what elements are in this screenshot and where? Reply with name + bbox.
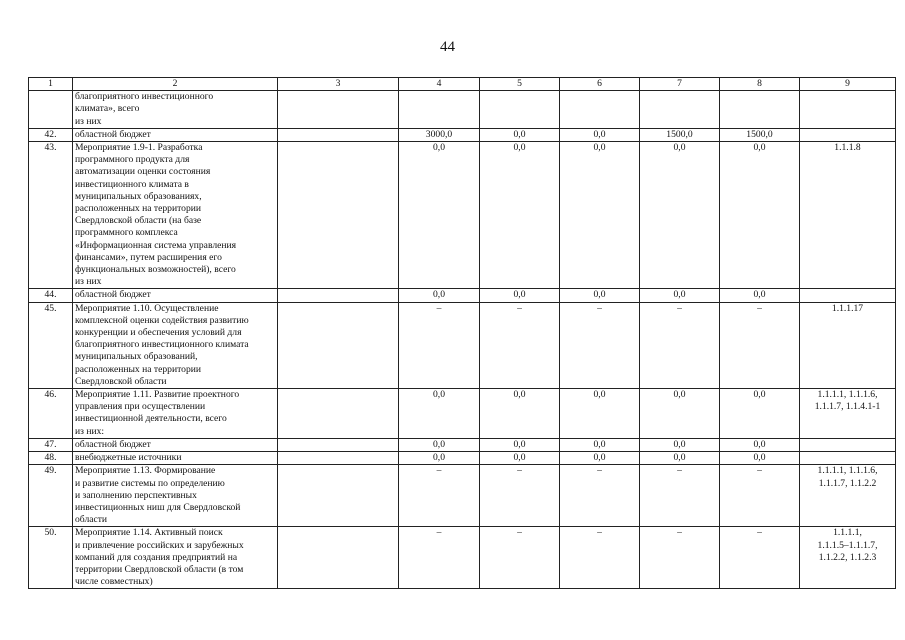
item-name-cell: внебюджетные источники (73, 452, 278, 465)
column-8-cell: 0,0 (720, 389, 800, 439)
item-name-cell: Мероприятие 1.14. Активный поиск и привлечение российских и зарубежных компаний для создания предприятий на территории Свердловской области (в том числе совместных) (73, 527, 278, 589)
column-7-cell: 1500,0 (640, 128, 720, 141)
column-3-cell (278, 452, 399, 465)
target-code-cell: 1.1.1.17 (800, 302, 896, 388)
column-7-cell: – (640, 302, 720, 388)
target-code-cell: 1.1.1.1, 1.1.1.6, 1.1.1.7, 1.1.2.2 (800, 465, 896, 527)
column-4-cell: 0,0 (399, 438, 480, 451)
column-6-cell: 0,0 (560, 142, 640, 289)
column-header: 9 (800, 78, 896, 91)
column-header: 4 (399, 78, 480, 91)
column-7-cell: 0,0 (640, 438, 720, 451)
column-8-cell: – (720, 527, 800, 589)
column-6-cell: 0,0 (560, 289, 640, 302)
column-5-cell: 0,0 (480, 142, 560, 289)
column-7-cell: – (640, 527, 720, 589)
column-header: 1 (29, 78, 73, 91)
column-7-cell: 0,0 (640, 142, 720, 289)
item-name-cell: областной бюджет (73, 438, 278, 451)
column-5-cell: – (480, 527, 560, 589)
column-5-cell (480, 91, 560, 129)
row-number-cell: 42. (29, 128, 73, 141)
column-5-cell: 0,0 (480, 128, 560, 141)
column-4-cell: 0,0 (399, 289, 480, 302)
column-4-cell: 0,0 (399, 452, 480, 465)
item-name-cell: Мероприятие 1.11. Развитие проектного управления при осуществлении инвестиционной деятельности, всего из них: (73, 389, 278, 439)
table-header-row (29, 78, 896, 91)
column-header: 2 (73, 78, 278, 91)
column-3-cell (278, 142, 399, 289)
table-row (29, 91, 896, 129)
table-row (29, 389, 896, 439)
column-8-cell: 0,0 (720, 438, 800, 451)
column-6-cell: – (560, 302, 640, 388)
row-number-cell: 47. (29, 438, 73, 451)
table-row (29, 452, 896, 465)
column-7-cell: 0,0 (640, 389, 720, 439)
column-6-cell: 0,0 (560, 452, 640, 465)
item-name-cell: областной бюджет (73, 128, 278, 141)
table-body (29, 78, 896, 589)
column-4-cell: – (399, 465, 480, 527)
item-name-cell: благоприятного инвестиционного климата», всего из них (73, 91, 278, 129)
row-number-cell: 43. (29, 142, 73, 289)
column-6-cell: – (560, 465, 640, 527)
column-6-cell: 0,0 (560, 438, 640, 451)
column-8-cell: 0,0 (720, 452, 800, 465)
column-3-cell (278, 302, 399, 388)
table-row (29, 302, 896, 388)
column-6-cell: 0,0 (560, 389, 640, 439)
table-row (29, 438, 896, 451)
table-row (29, 465, 896, 527)
table-row (29, 289, 896, 302)
target-code-cell (800, 438, 896, 451)
row-number-cell (29, 91, 73, 129)
column-7-cell: 0,0 (640, 452, 720, 465)
column-4-cell: – (399, 302, 480, 388)
table-row (29, 527, 896, 589)
row-number-cell: 44. (29, 289, 73, 302)
column-header: 7 (640, 78, 720, 91)
target-code-cell: 1.1.1.8 (800, 142, 896, 289)
column-8-cell: 0,0 (720, 142, 800, 289)
column-8-cell: 0,0 (720, 289, 800, 302)
column-header: 3 (278, 78, 399, 91)
item-name-cell: областной бюджет (73, 289, 278, 302)
column-5-cell: – (480, 465, 560, 527)
row-number-cell: 50. (29, 527, 73, 589)
column-3-cell (278, 91, 399, 129)
column-8-cell: – (720, 465, 800, 527)
item-name-cell: Мероприятие 1.10. Осуществление комплексной оценки содействия развитию конкуренции и обеспечения условий для благоприятного инвестиционного климата муниципальных образований, расположенных на территории Свердловской области (73, 302, 278, 388)
table-row (29, 128, 896, 141)
column-4-cell (399, 91, 480, 129)
target-code-cell (800, 128, 896, 141)
target-code-cell (800, 289, 896, 302)
column-7-cell (640, 91, 720, 129)
column-8-cell (720, 91, 800, 129)
target-code-cell: 1.1.1.1, 1.1.1.5–1.1.1.7, 1.1.2.2, 1.1.2.3 (800, 527, 896, 589)
row-number-cell: 46. (29, 389, 73, 439)
column-6-cell: – (560, 527, 640, 589)
target-code-cell (800, 452, 896, 465)
column-4-cell: 0,0 (399, 389, 480, 439)
column-6-cell (560, 91, 640, 129)
row-number-cell: 48. (29, 452, 73, 465)
column-header: 8 (720, 78, 800, 91)
column-5-cell: 0,0 (480, 289, 560, 302)
row-number-cell: 49. (29, 465, 73, 527)
column-header: 6 (560, 78, 640, 91)
column-5-cell: 0,0 (480, 438, 560, 451)
column-3-cell (278, 389, 399, 439)
column-4-cell: – (399, 527, 480, 589)
target-code-cell (800, 91, 896, 129)
target-code-cell: 1.1.1.1, 1.1.1.6, 1.1.1.7, 1.1.4.1-1 (800, 389, 896, 439)
column-3-cell (278, 438, 399, 451)
column-6-cell: 0,0 (560, 128, 640, 141)
column-3-cell (278, 128, 399, 141)
column-3-cell (278, 527, 399, 589)
item-name-cell: Мероприятие 1.9-1. Разработка программного продукта для автоматизации оценки состояния инвестиционного климата в муниципальных образованиях, расположенных на территории Свердловской области (на базе программного комплекса «Информационная система управления финансами», путем расширения его функциональных возможностей), всего из них (73, 142, 278, 289)
column-3-cell (278, 289, 399, 302)
page-number: 44 (440, 39, 455, 55)
column-4-cell: 3000,0 (399, 128, 480, 141)
column-8-cell: 1500,0 (720, 128, 800, 141)
column-7-cell: 0,0 (640, 289, 720, 302)
column-8-cell: – (720, 302, 800, 388)
item-name-cell: Мероприятие 1.13. Формирование и развитие системы по определению и заполнению перспективных инвестиционных ниш для Свердловской области (73, 465, 278, 527)
column-3-cell (278, 465, 399, 527)
column-5-cell: 0,0 (480, 389, 560, 439)
column-5-cell: 0,0 (480, 452, 560, 465)
table-row (29, 142, 896, 289)
column-4-cell: 0,0 (399, 142, 480, 289)
column-5-cell: – (480, 302, 560, 388)
row-number-cell: 45. (29, 302, 73, 388)
column-7-cell: – (640, 465, 720, 527)
column-header: 5 (480, 78, 560, 91)
budget-table (28, 77, 896, 589)
